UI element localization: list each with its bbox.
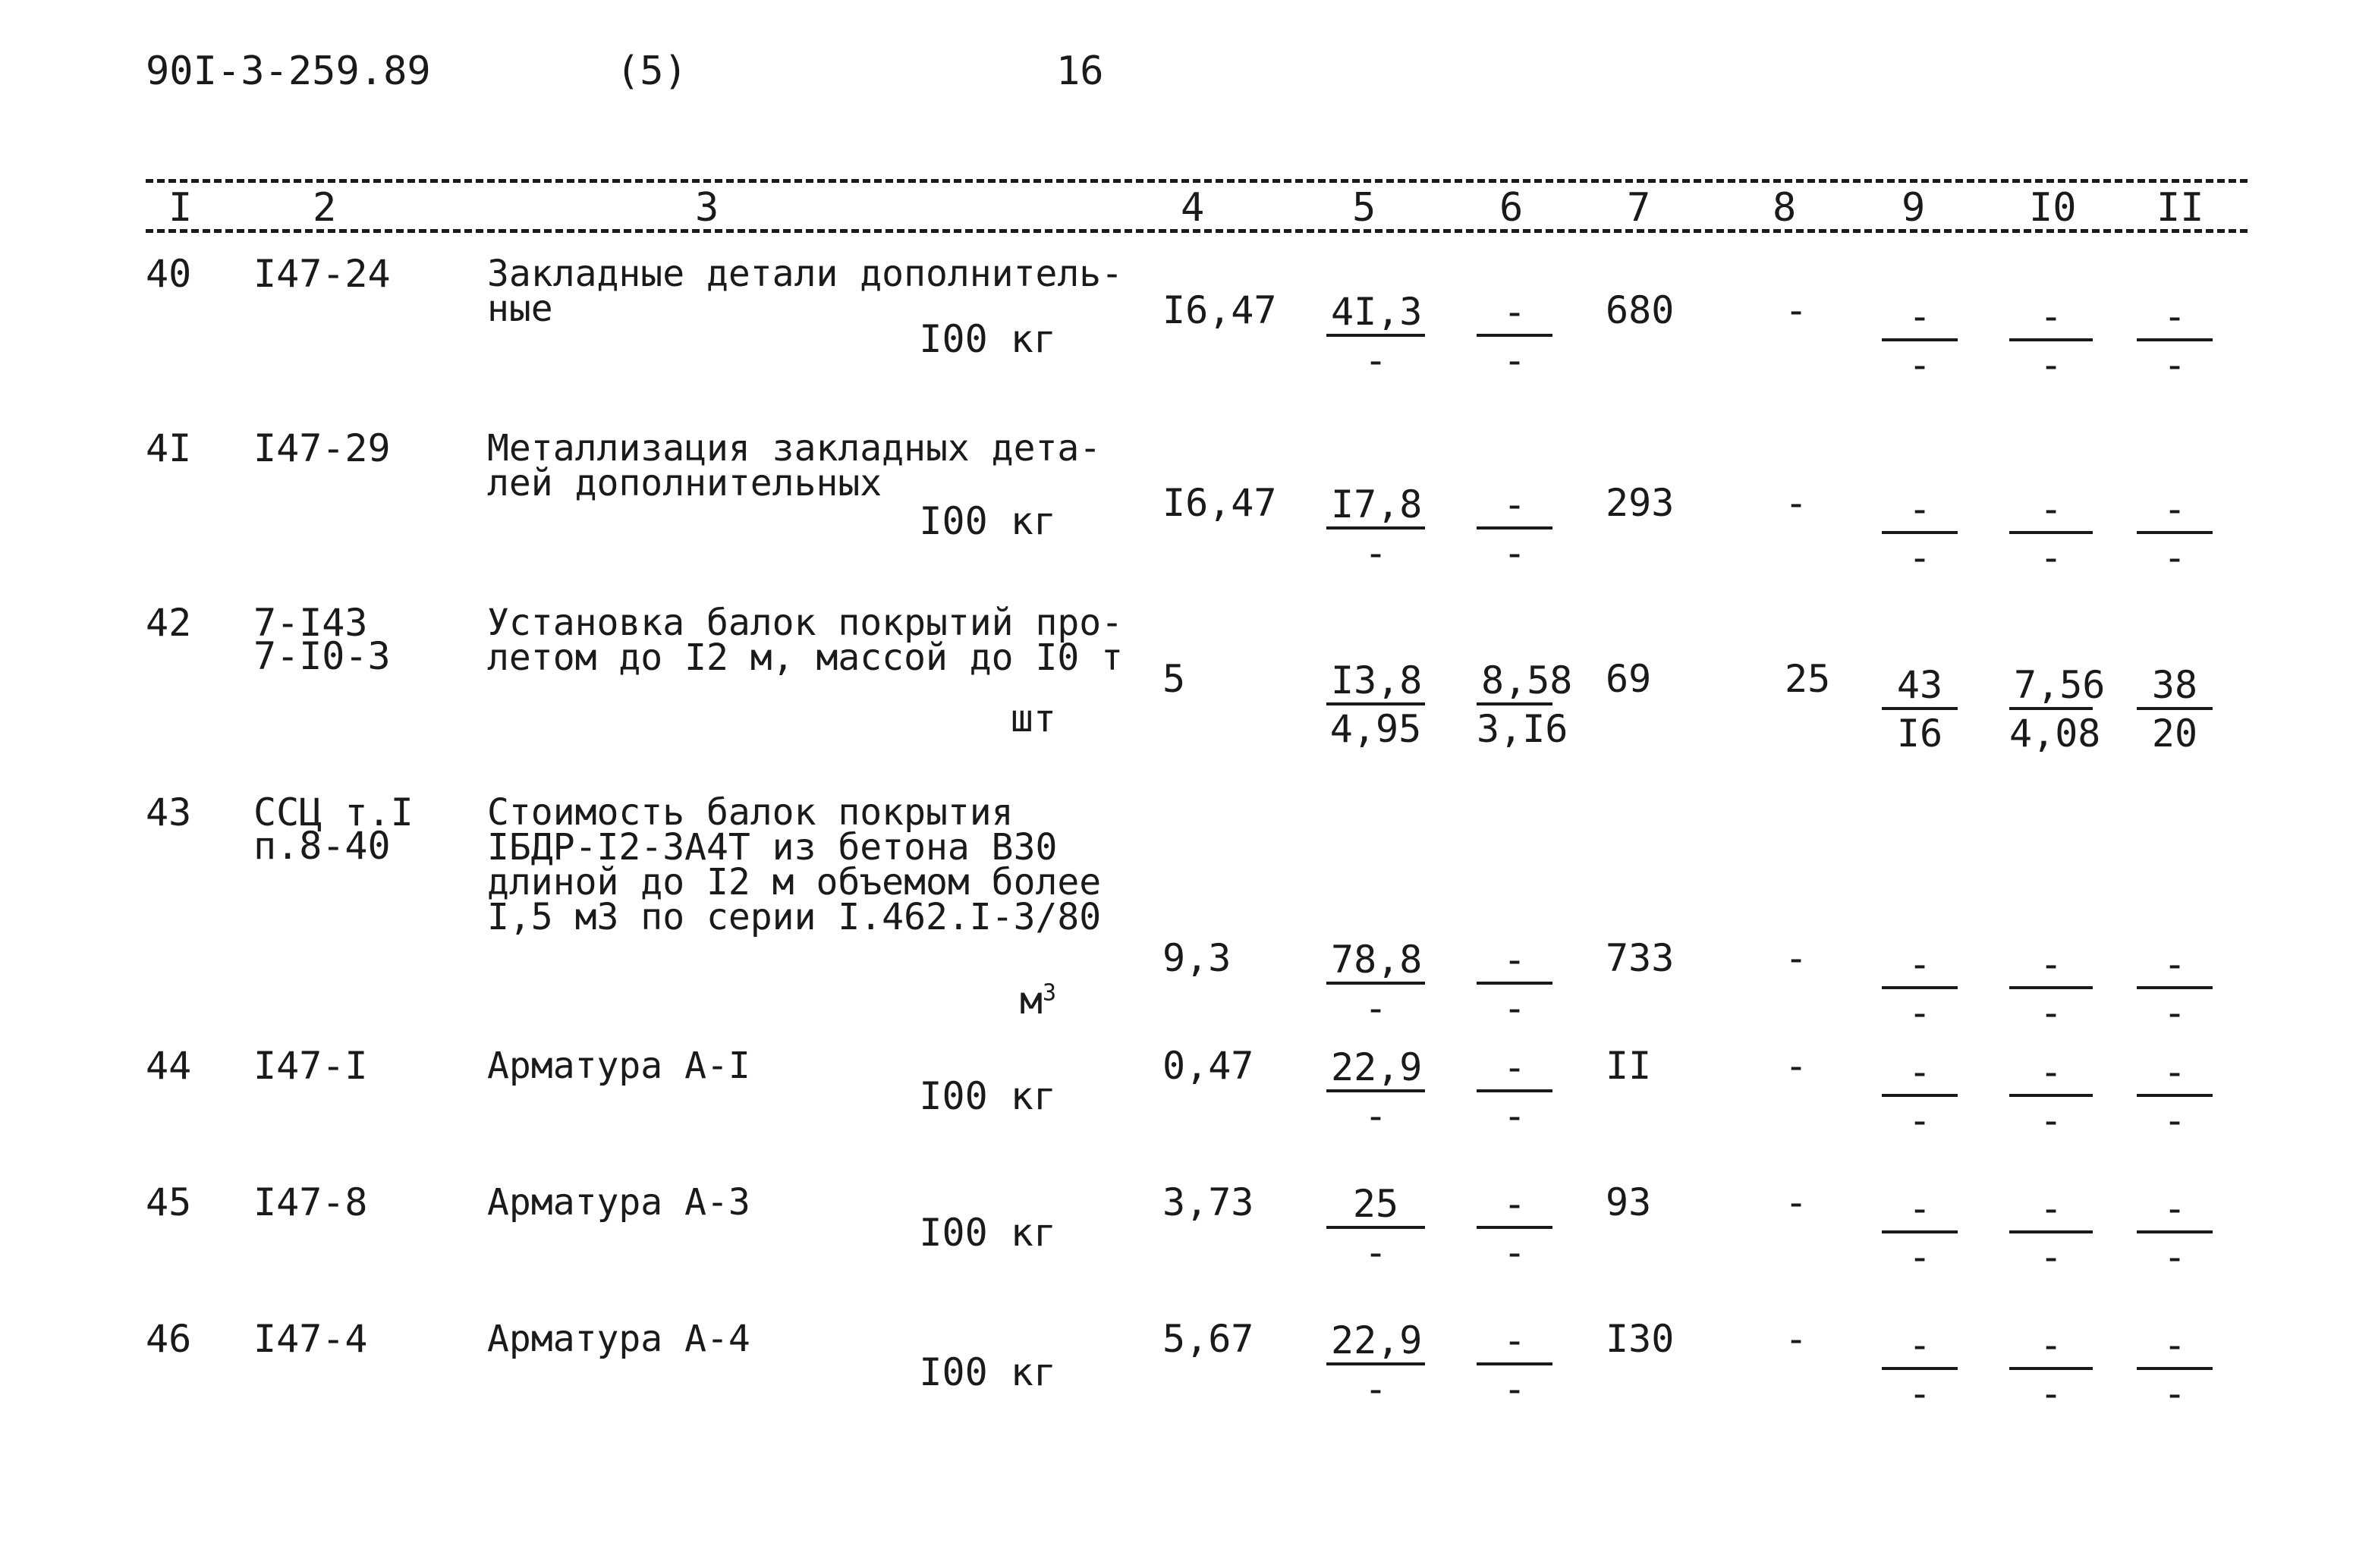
wage-cost: - xyxy=(1785,481,1808,525)
fraction-denominator: - xyxy=(1908,1235,1932,1279)
work-description: I,5 м3 по серии I.462.I-3/80 xyxy=(487,896,1102,938)
work-description: Арматура А-I xyxy=(487,1045,750,1087)
fraction-denominator: I6 xyxy=(1896,712,1943,756)
fraction-denominator: - xyxy=(1908,991,1932,1035)
fraction-cell xyxy=(1477,1182,1552,1274)
measure-unit: I00 кг xyxy=(919,499,1056,543)
col-number-9: 9 xyxy=(1902,185,1926,231)
fraction-numerator: - xyxy=(1477,1321,1552,1365)
col-number-4: 4 xyxy=(1181,185,1205,231)
fraction-denominator: 4,95 xyxy=(1329,707,1422,751)
fraction-cell xyxy=(2009,294,2093,387)
fraction-numerator: - xyxy=(1477,941,1552,985)
measure-unit-superscript: 3 xyxy=(1042,979,1056,1007)
fraction-cell xyxy=(1882,294,1958,387)
fraction-denominator: - xyxy=(1364,531,1388,575)
wage-cost: - xyxy=(1785,1180,1808,1224)
fraction-cell xyxy=(2009,1323,2093,1416)
fraction-numerator: 8,58 xyxy=(1477,661,1552,705)
measure-unit: I00 кг xyxy=(919,1211,1056,1255)
fraction-denominator: - xyxy=(2163,1372,2187,1416)
fraction-cell xyxy=(1477,290,1552,382)
fraction-numerator: - xyxy=(1882,945,1958,989)
fraction-denominator: - xyxy=(1502,986,1527,1030)
fraction-cell xyxy=(1882,1050,1958,1142)
fraction-cell xyxy=(1477,1318,1552,1411)
work-description: IБДР-I2-3А4Т из бетона В30 xyxy=(487,826,1058,869)
row-number: 40 xyxy=(146,252,192,296)
fraction-cell xyxy=(1477,482,1552,575)
work-description: лей дополнительных xyxy=(487,462,882,504)
work-description: Металлизация закладных дета- xyxy=(487,427,1102,470)
fraction-denominator: - xyxy=(1364,1094,1388,1138)
work-description: длиной до I2 м объемом более xyxy=(487,861,1102,903)
fraction-numerator: 25 xyxy=(1326,1185,1425,1229)
fraction-cell xyxy=(1882,663,1958,756)
fraction-numerator: - xyxy=(2137,490,2213,534)
fraction-denominator: 20 xyxy=(2151,712,2198,756)
fraction-numerator: 38 xyxy=(2137,666,2213,710)
fraction-cell xyxy=(1882,487,1958,580)
rate-code: I47-8 xyxy=(253,1180,368,1224)
fraction-cell xyxy=(1326,482,1425,575)
document-code: 90I-3-259.89 xyxy=(146,49,431,94)
work-description: Установка балок покрытий про- xyxy=(487,602,1124,644)
fraction-numerator: 22,9 xyxy=(1326,1048,1425,1092)
fraction-numerator: - xyxy=(2009,490,2093,534)
work-description: Закладные детали дополнитель- xyxy=(487,253,1124,295)
wage-cost: 25 xyxy=(1785,657,1831,701)
total-cost: 69 xyxy=(1606,657,1652,701)
rate-code: I47-24 xyxy=(253,252,391,296)
fraction-numerator: - xyxy=(2137,1189,2213,1233)
fraction-numerator: - xyxy=(1477,485,1552,529)
fraction-numerator: - xyxy=(1882,1326,1958,1370)
fraction-cell xyxy=(2009,1186,2093,1279)
fraction-cell xyxy=(2137,294,2213,387)
fraction-denominator: - xyxy=(1364,986,1388,1030)
fraction-cell xyxy=(2137,487,2213,580)
work-description: Стоимость балок покрытия xyxy=(487,791,1014,834)
fraction-denominator: - xyxy=(1908,343,1932,387)
quantity: 9,3 xyxy=(1162,936,1232,980)
rate-code: I47-I xyxy=(253,1044,368,1088)
quantity: 5 xyxy=(1162,657,1186,701)
row-number: 46 xyxy=(146,1317,192,1361)
fraction-numerator: 78,8 xyxy=(1326,941,1425,985)
wage-cost: - xyxy=(1785,288,1808,332)
fraction-cell xyxy=(2009,663,2106,756)
fraction-cell xyxy=(2137,663,2213,756)
fraction-numerator: 43 xyxy=(1882,666,1958,710)
fraction-numerator: - xyxy=(2137,1053,2213,1097)
fraction-denominator: - xyxy=(2039,343,2063,387)
col-number-1: I xyxy=(168,185,193,231)
total-cost: I30 xyxy=(1606,1317,1675,1361)
fraction-denominator: - xyxy=(2039,991,2063,1035)
wage-cost: - xyxy=(1785,1044,1808,1088)
fraction-denominator: - xyxy=(2163,991,2187,1035)
wage-cost: - xyxy=(1785,936,1808,980)
row-number: 44 xyxy=(146,1044,192,1088)
fraction-denominator: - xyxy=(1364,1230,1388,1274)
fraction-denominator: - xyxy=(1502,338,1527,382)
fraction-numerator: - xyxy=(1477,293,1552,337)
fraction-denominator: 3,I6 xyxy=(1477,707,1568,751)
fraction-denominator: - xyxy=(2039,1235,2063,1279)
col-number-11: II xyxy=(2156,185,2204,231)
fraction-numerator: - xyxy=(2137,945,2213,989)
rate-code: ССЦ т.I xyxy=(253,790,414,834)
fraction-numerator: I7,8 xyxy=(1326,485,1425,529)
fraction-cell xyxy=(2009,942,2093,1035)
measure-unit: I00 кг xyxy=(919,317,1056,361)
fraction-numerator: - xyxy=(1882,490,1958,534)
header-top-rule xyxy=(146,179,2248,183)
fraction-denominator: - xyxy=(1502,531,1527,575)
col-number-8: 8 xyxy=(1773,185,1797,231)
col-number-6: 6 xyxy=(1499,185,1524,231)
fraction-denominator: - xyxy=(1364,1367,1388,1411)
measure-unit: I00 кг xyxy=(919,1350,1056,1394)
fraction-cell xyxy=(2009,1050,2093,1142)
quantity: 3,73 xyxy=(1162,1180,1254,1224)
fraction-numerator: - xyxy=(1882,297,1958,341)
fraction-numerator: 22,9 xyxy=(1326,1321,1425,1365)
fraction-denominator: - xyxy=(2039,1372,2063,1416)
fraction-denominator: - xyxy=(2039,536,2063,580)
fraction-numerator: - xyxy=(1477,1048,1552,1092)
fraction-numerator: 4I,3 xyxy=(1326,293,1425,337)
fraction-denominator: - xyxy=(1502,1367,1527,1411)
sheet-number: (5) xyxy=(616,49,687,94)
fraction-cell xyxy=(1326,1182,1425,1274)
fraction-denominator: - xyxy=(2163,1235,2187,1279)
fraction-numerator: - xyxy=(2009,1053,2093,1097)
fraction-numerator: - xyxy=(2009,297,2093,341)
row-number: 45 xyxy=(146,1180,192,1224)
fraction-cell xyxy=(1326,290,1425,382)
fraction-cell xyxy=(2137,1186,2213,1279)
fraction-cell xyxy=(2137,942,2213,1035)
quantity: 0,47 xyxy=(1162,1044,1254,1088)
measure-unit: шт xyxy=(1010,696,1056,740)
row-number: 4I xyxy=(146,426,192,470)
fraction-denominator: - xyxy=(2039,1098,2063,1142)
col-number-7: 7 xyxy=(1627,185,1651,231)
total-cost: 293 xyxy=(1606,481,1675,525)
rate-code: I47-29 xyxy=(253,426,391,470)
work-description: Арматура А-4 xyxy=(487,1318,750,1360)
rate-code: п.8-40 xyxy=(253,824,391,868)
fraction-cell xyxy=(2137,1323,2213,1416)
wage-cost: - xyxy=(1785,1317,1808,1361)
fraction-cell xyxy=(1882,1186,1958,1279)
fraction-cell xyxy=(2009,487,2093,580)
rate-code: 7-I0-3 xyxy=(253,634,391,678)
total-cost: 680 xyxy=(1606,288,1675,332)
fraction-denominator: - xyxy=(2163,1098,2187,1142)
fraction-denominator: - xyxy=(1502,1230,1527,1274)
fraction-cell xyxy=(1477,938,1552,1030)
fraction-numerator: - xyxy=(2009,1326,2093,1370)
rate-code: I47-4 xyxy=(253,1317,368,1361)
fraction-numerator: - xyxy=(2009,1189,2093,1233)
col-number-10: I0 xyxy=(2029,185,2077,231)
fraction-denominator: - xyxy=(1908,536,1932,580)
fraction-numerator: 7,56 xyxy=(2009,666,2093,710)
measure-unit: $м^3$ xyxy=(1019,979,1056,1023)
fraction-denominator: - xyxy=(1908,1372,1932,1416)
total-cost: 733 xyxy=(1606,936,1675,980)
fraction-numerator: - xyxy=(1882,1053,1958,1097)
fraction-denominator: - xyxy=(1502,1094,1527,1138)
row-number: 43 xyxy=(146,790,192,834)
fraction-cell xyxy=(2137,1050,2213,1142)
fraction-cell xyxy=(1326,1318,1425,1411)
fraction-denominator: - xyxy=(2163,536,2187,580)
work-description: ные xyxy=(487,288,553,330)
fraction-numerator: - xyxy=(1882,1189,1958,1233)
fraction-numerator: - xyxy=(2137,1326,2213,1370)
fraction-denominator: 4,08 xyxy=(2009,712,2101,756)
fraction-denominator: - xyxy=(1364,338,1388,382)
col-number-2: 2 xyxy=(313,185,337,231)
work-description: Арматура А-3 xyxy=(487,1181,750,1224)
fraction-numerator: I3,8 xyxy=(1326,661,1425,705)
total-cost: 93 xyxy=(1606,1180,1652,1224)
fraction-cell xyxy=(1477,658,1573,751)
fraction-cell xyxy=(1326,938,1425,1030)
quantity: 5,67 xyxy=(1162,1317,1254,1361)
measure-unit: I00 кг xyxy=(919,1074,1056,1118)
fraction-cell xyxy=(1326,1045,1425,1138)
total-cost: II xyxy=(1606,1044,1652,1088)
quantity: I6,47 xyxy=(1162,481,1277,525)
fraction-cell xyxy=(1882,942,1958,1035)
quantity: I6,47 xyxy=(1162,288,1277,332)
row-number: 42 xyxy=(146,601,192,645)
fraction-cell xyxy=(1882,1323,1958,1416)
col-number-3: 3 xyxy=(695,185,719,231)
fraction-numerator: - xyxy=(2009,945,2093,989)
page-number: 16 xyxy=(1056,49,1104,94)
work-description: летом до I2 м, массой до I0 т xyxy=(487,636,1124,679)
rate-code: 7-I43 xyxy=(253,601,368,645)
fraction-denominator: - xyxy=(1908,1098,1932,1142)
col-number-5: 5 xyxy=(1352,185,1376,231)
fraction-cell xyxy=(1477,1045,1552,1138)
fraction-cell xyxy=(1326,658,1425,751)
fraction-numerator: - xyxy=(1477,1185,1552,1229)
fraction-numerator: - xyxy=(2137,297,2213,341)
fraction-denominator: - xyxy=(2163,343,2187,387)
